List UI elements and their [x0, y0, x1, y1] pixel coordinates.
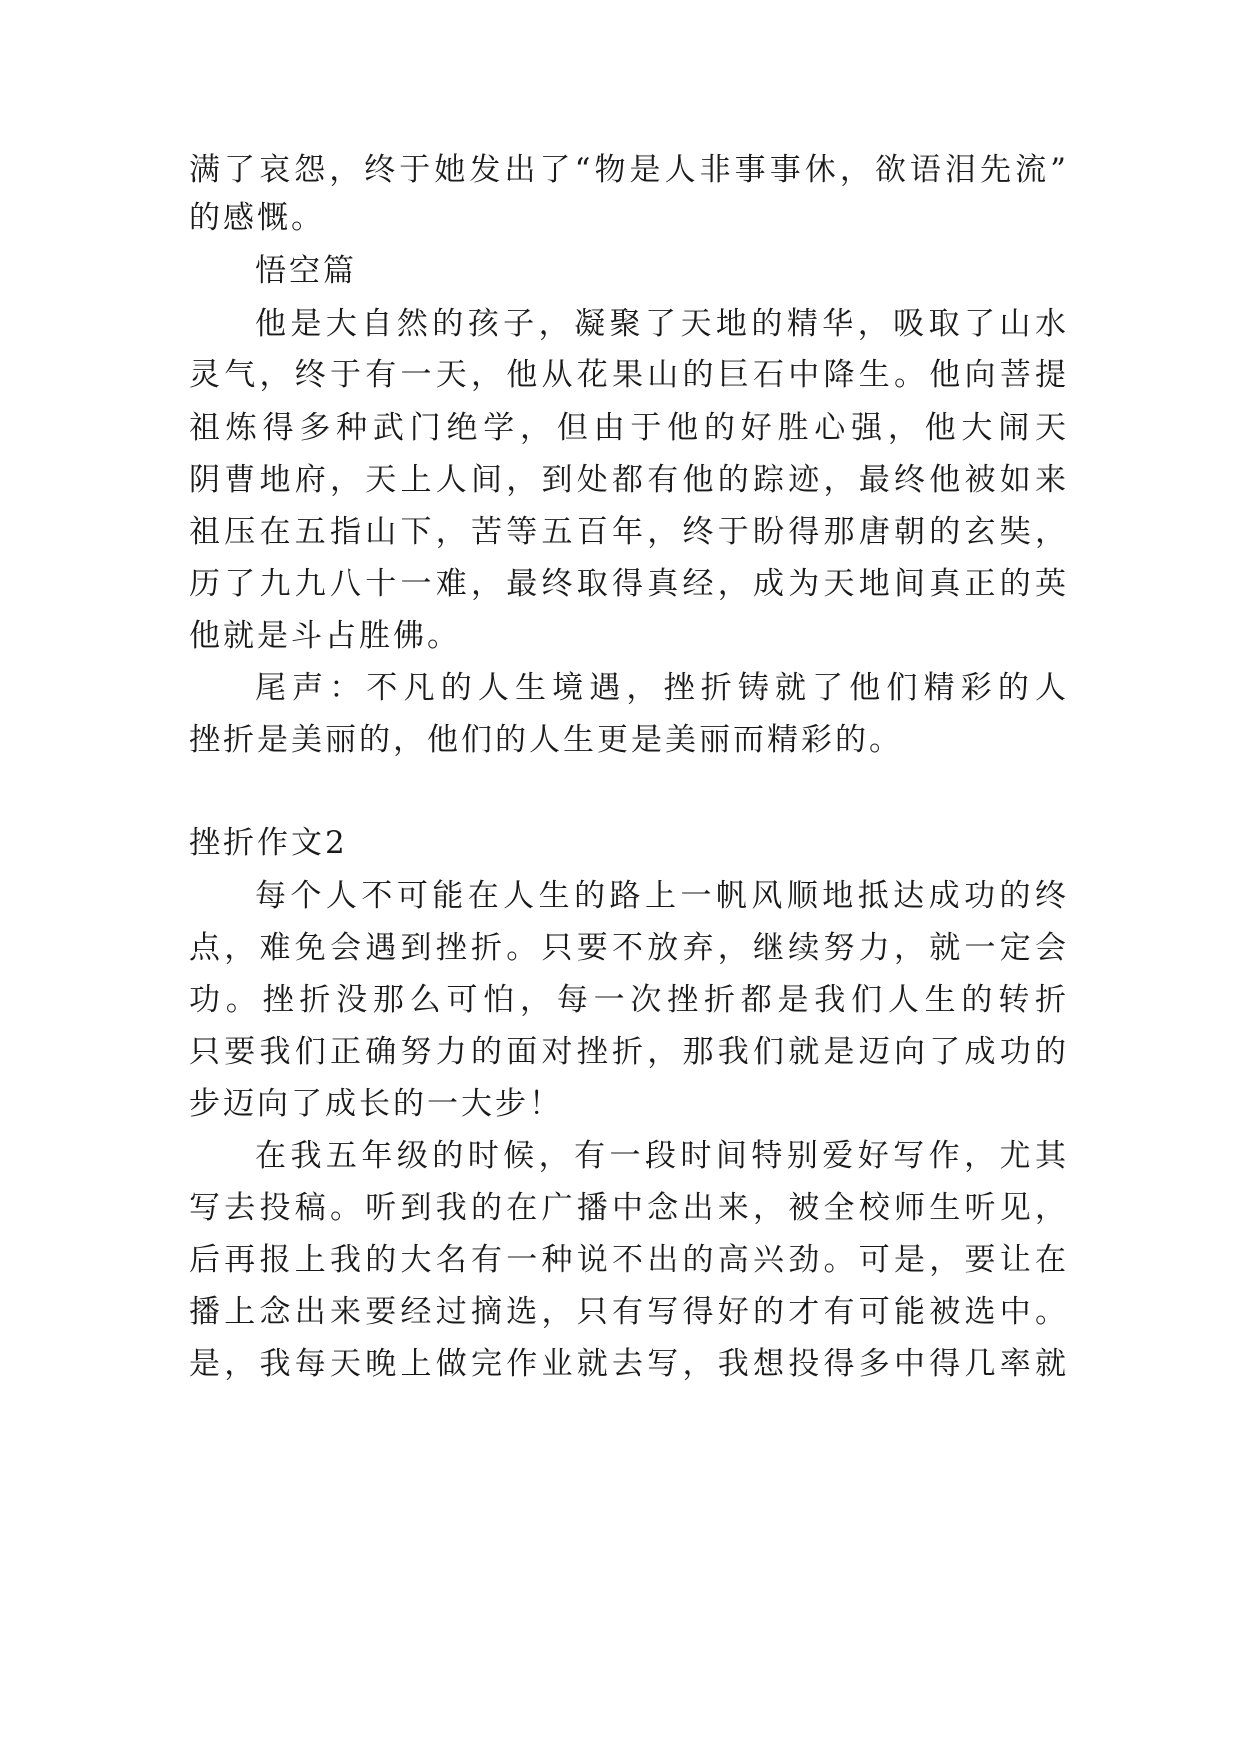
paragraph-line: 尾声：不凡的人生境遇，挫折铸就了他们精彩的人: [255, 670, 1069, 706]
paragraph-line: 每个人不可能在人生的路上一帆风顺地抵达成功的终: [255, 878, 1069, 914]
paragraph-line: 满了哀怨，终于她发出了“物是人非事事休，欲语泪先流”: [189, 152, 1069, 188]
paragraph-line: 他是大自然的孩子，凝聚了天地的精华，吸取了山水: [255, 306, 1069, 342]
paragraph-line: 阴曹地府，天上人间，到处都有他的踪迹，最终他被如来: [189, 462, 1069, 498]
essay-title: 挫折作文2: [189, 825, 348, 861]
paragraph-line: 点，难免会遇到挫折。只要不放弃，继续努力，就一定会: [189, 930, 1069, 966]
paragraph-line: 灵气，终于有一天，他从花果山的巨石中降生。他向菩提: [189, 357, 1069, 393]
paragraph-line: 只要我们正确努力的面对挫折，那我们就是迈向了成功的: [189, 1034, 1069, 1070]
paragraph-line: 后再报上我的大名有一种说不出的高兴劲。可是，要让在: [189, 1242, 1069, 1278]
paragraph-line: 历了九九八十一难，最终取得真经，成为天地间真正的英: [189, 566, 1069, 602]
paragraph-line: 功。挫折没那么可怕，每一次挫折都是我们人生的转折: [189, 982, 1069, 1018]
paragraph-line: 在我五年级的时候，有一段时间特别爱好写作，尤其: [255, 1138, 1069, 1174]
paragraph-line: 写去投稿。听到我的在广播中念出来，被全校师生听见，: [189, 1190, 1069, 1226]
paragraph-line: 步迈向了成长的一大步！: [189, 1086, 563, 1122]
section-heading: 悟空篇: [255, 253, 357, 289]
paragraph-line: 是，我每天晚上做完作业就去写，我想投得多中得几率就: [189, 1346, 1069, 1382]
paragraph-line: 挫折是美丽的，他们的人生更是美丽而精彩的。: [189, 722, 903, 758]
paragraph-line: 祖炼得多种武门绝学，但由于他的好胜心强，他大闹天: [189, 410, 1069, 446]
paragraph-line: 祖压在五指山下，苦等五百年，终于盼得那唐朝的玄奘，: [189, 514, 1069, 550]
paragraph-line: 播上念出来要经过摘选，只有写得好的才有可能被选中。: [189, 1294, 1069, 1330]
paragraph-line: 他就是斗占胜佛。: [189, 618, 461, 654]
paragraph-line: 的感慨。: [189, 200, 325, 236]
